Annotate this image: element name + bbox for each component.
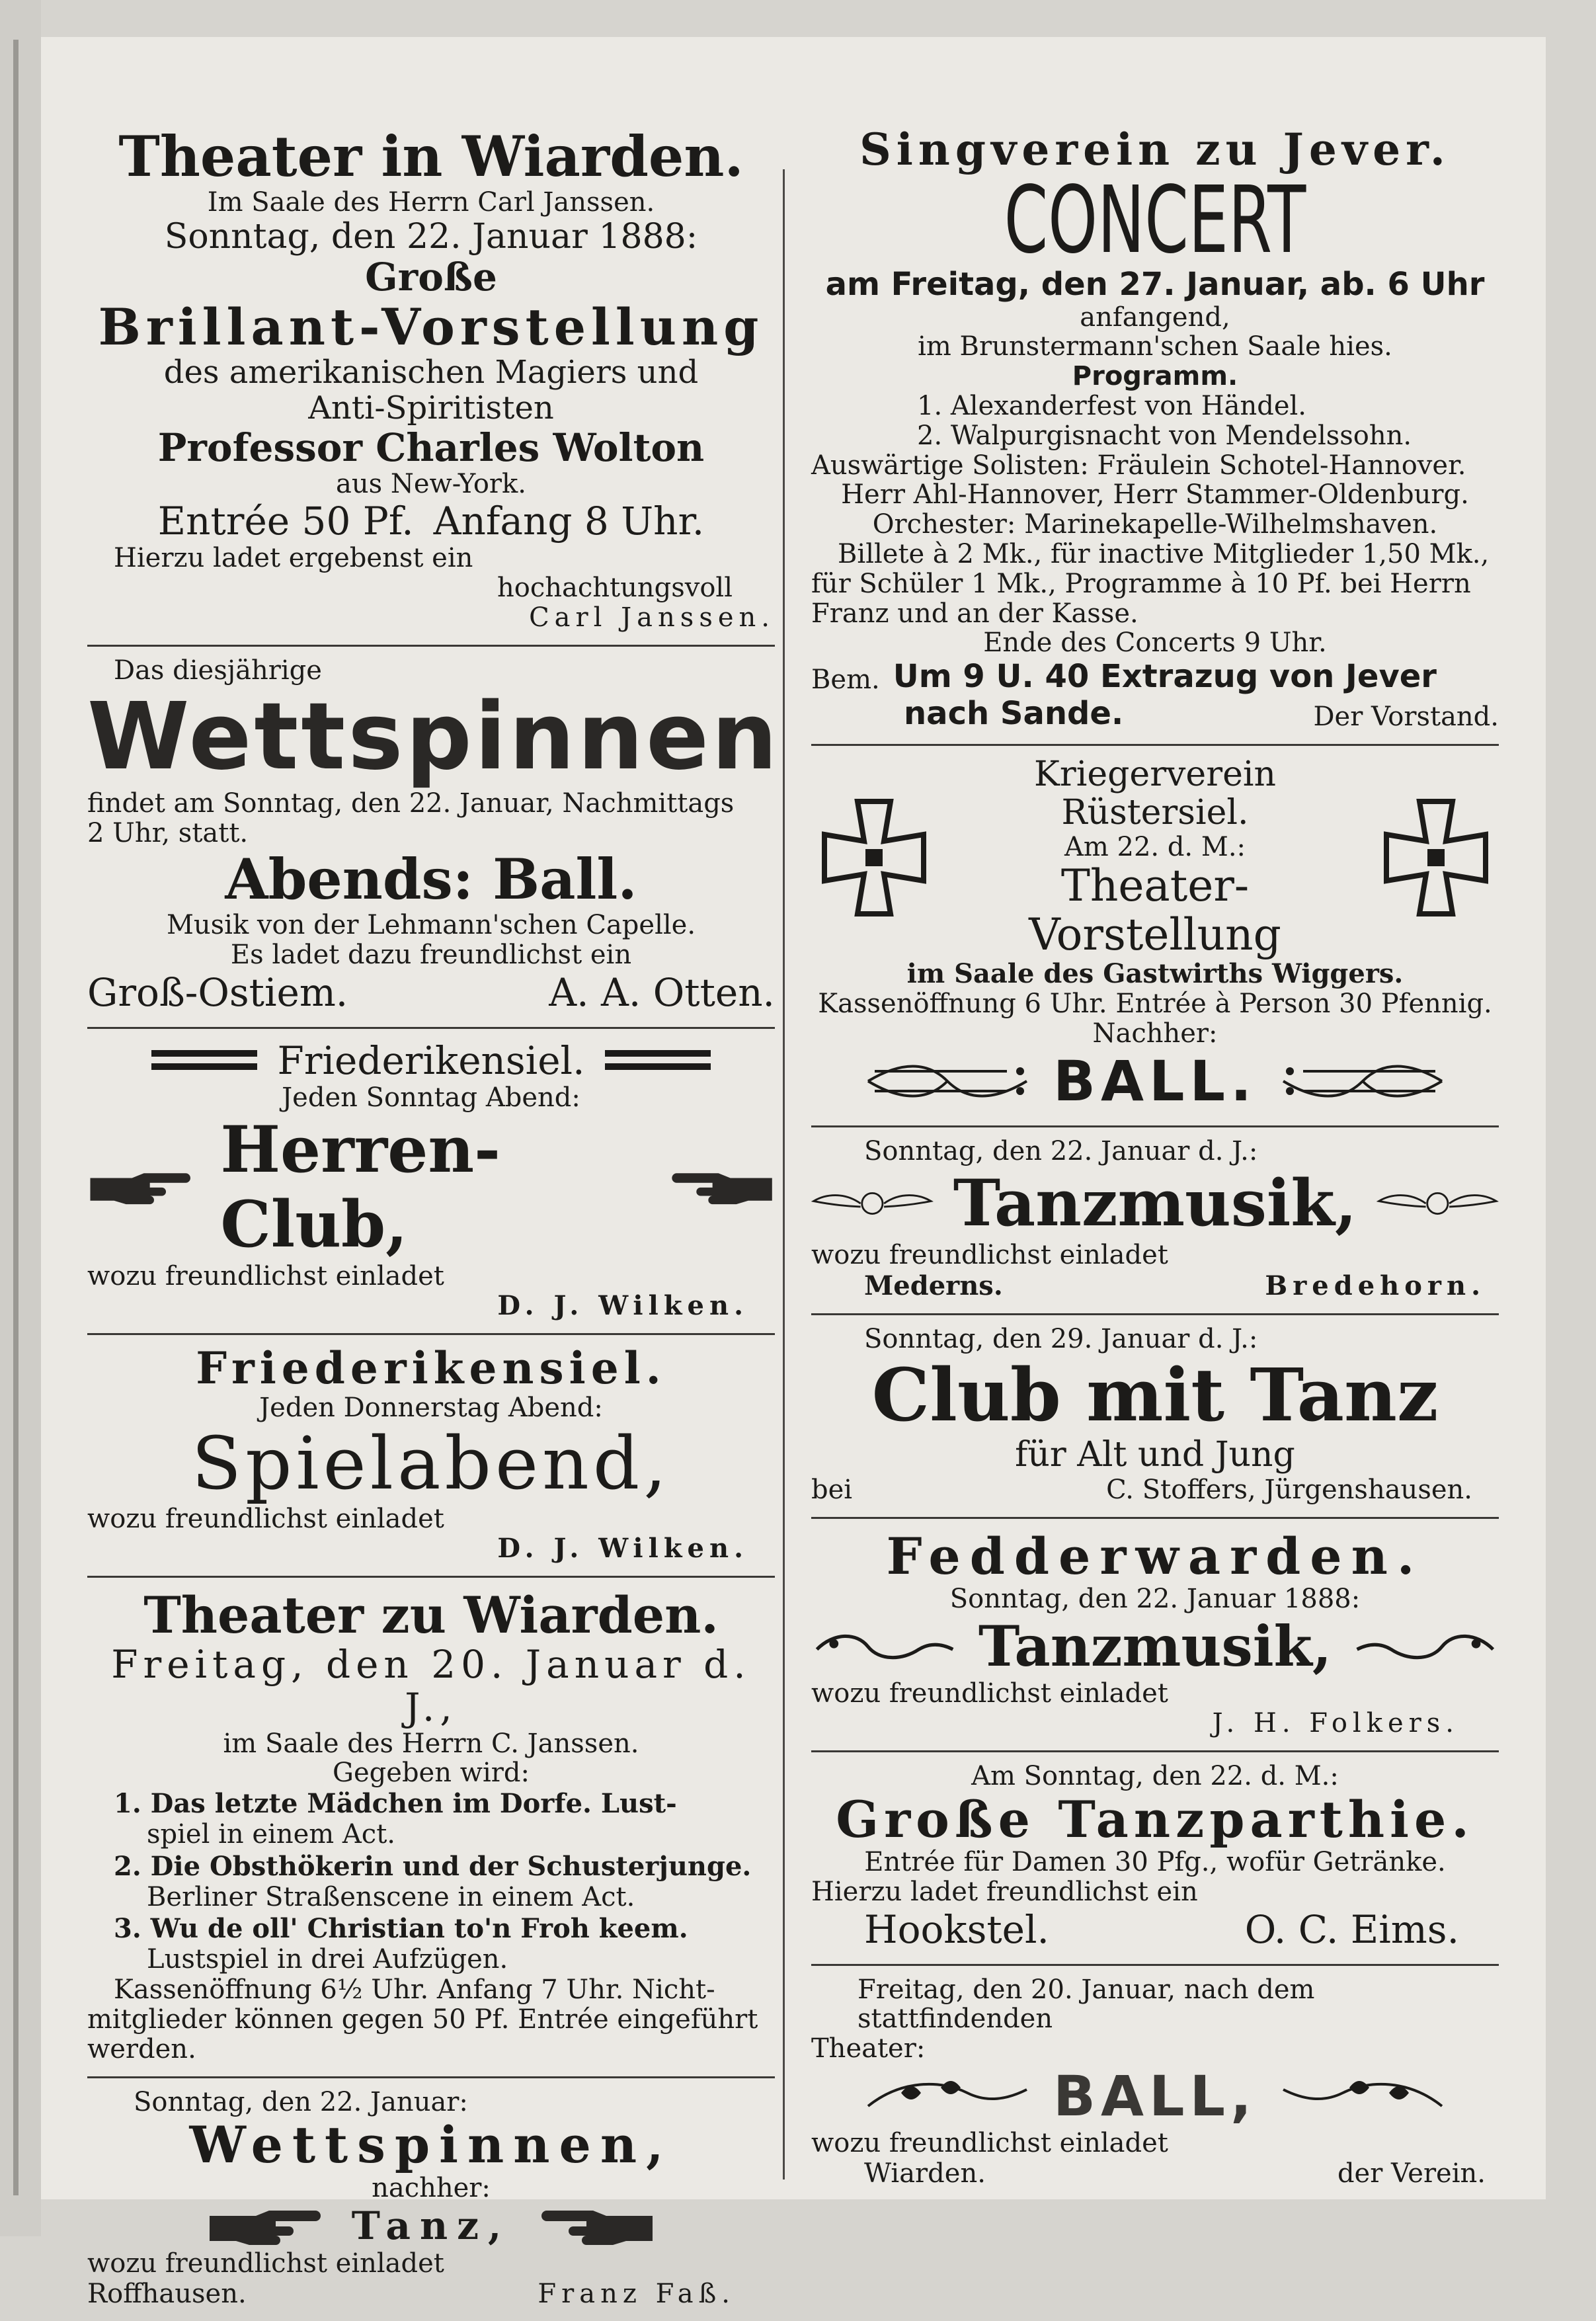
ad-regards: hochachtungsvoll — [497, 573, 733, 604]
ad-sign-row — [811, 1907, 1499, 1952]
ad-train-row — [811, 658, 1499, 695]
program-item: 2. Walpurgisnacht von Mendelssohn. — [917, 420, 1412, 451]
ad-text: Freitag, den 20. Januar, nach dem stattfindenden — [858, 1974, 1315, 2035]
scroll-flourish-icon — [1351, 1623, 1499, 1670]
flourish-ornament-icon — [1277, 1058, 1449, 1104]
ad-bei: bei — [811, 1474, 853, 1505]
program-list — [87, 1788, 775, 1975]
ad-ball-wiarden — [811, 1966, 1499, 2201]
ad-venue: im Saale des Herrn C. Janssen. — [223, 1728, 639, 1759]
ad-place: Groß-Ostiem. — [87, 969, 348, 1015]
ad-ball-row — [811, 1049, 1499, 1114]
ad-line: des amerikanischen Magiers und — [163, 354, 699, 391]
ad-text: 2 Uhr, statt. — [87, 818, 249, 849]
ad-train: nach Sande. — [904, 695, 1124, 733]
ad-line: aus New-York. — [336, 468, 526, 499]
ad-invite: wozu freundlichst einladet — [87, 1261, 444, 1292]
ad-footer: mitglieder können gegen 50 Pf. Entrée eingeführt — [87, 2004, 758, 2035]
ad-sign-row — [811, 1475, 1499, 1505]
ad-venue: Im Saale des Herrn Carl Janssen. — [207, 187, 655, 218]
ad-date: am Freitag, den 27. Januar, ab. 6 Uhr — [825, 265, 1485, 303]
pointing-hand-right-icon — [206, 2203, 332, 2249]
ad-text: Entrée für Damen 30 Pfg., wofür Getränke. — [864, 1846, 1446, 1877]
ad-spielabend — [87, 1335, 775, 1577]
ad-train: Um 9 U. 40 Extrazug von Jever — [893, 658, 1437, 696]
ad-text: findet am Sonntag, den 22. Januar, Nachmittags — [87, 788, 735, 819]
program-item-detail: Berliner Straßenscene in einem Act. — [147, 1881, 635, 1912]
ad-train-row-2 — [811, 695, 1499, 732]
ad-invite: wozu freundlichst einladet — [811, 2127, 1168, 2158]
flourish-ornament-icon — [861, 1058, 1033, 1104]
ad-title: Spielabend, — [191, 1420, 671, 1506]
double-bar-ornament-icon — [605, 1047, 711, 1074]
ad-invite: wozu freundlichst einladet — [87, 2248, 444, 2279]
ad-signer: D. J. Wilken. — [497, 1290, 748, 1322]
ad-signer: C. Stoffers, Jürgenshausen. — [1106, 1474, 1472, 1505]
ad-date: Freitag, den 20. Januar d. J., — [111, 1641, 751, 1730]
ad-venue: im Saale des Gastwirths Wiggers. — [906, 958, 1404, 990]
ad-sign-row — [87, 970, 775, 1015]
ad-ball-row — [811, 2064, 1499, 2129]
ad-place-row — [87, 1038, 775, 1083]
ad-invite: Es ladet dazu freundlichst ein — [230, 939, 632, 970]
pointing-hand-left-icon — [662, 1164, 775, 1210]
ad-tanzmusik-mederns — [811, 1127, 1499, 1316]
ad-date: Sonntag, den 22. Januar d. J.: — [864, 1135, 1258, 1166]
ad-title: Theater-Vorstellung — [1029, 860, 1281, 961]
ad-place: Fedderwarden. — [886, 1526, 1424, 1586]
ad-header-row — [811, 755, 1499, 959]
ad-text: Theater: — [811, 2033, 926, 2064]
ad-start: Anfang 8 Uhr. — [433, 499, 705, 544]
ad-place: Wiarden. — [864, 2158, 986, 2189]
ad-wettspinnen-roffhausen — [87, 2078, 775, 2321]
ad-given: Gegeben wird: — [333, 1758, 530, 1789]
program-item: 2. Die Obsthökerin und der Schusterjunge. — [114, 1850, 752, 1882]
ad-club-mit-tanz — [811, 1315, 1499, 1518]
ad-tickets: Franz und an der Kasse. — [811, 598, 1138, 629]
program-item: 1. Alexanderfest von Händel. — [917, 391, 1307, 422]
ad-soloists: Auswärtige Solisten: Fräulein Schotel-Hannover. — [811, 450, 1466, 481]
pointing-hand-left-icon — [530, 2203, 656, 2249]
ad-theater-wiarden-sunday — [87, 116, 775, 647]
ad-after: nachher: — [372, 2172, 491, 2203]
ad-place: Roffhausen. — [87, 2279, 247, 2310]
ad-after: Nachher: — [1092, 1018, 1218, 1049]
ad-title: Große Tanzparthie. — [836, 1789, 1474, 1849]
ad-sign-row — [811, 2158, 1499, 2189]
ad-when: Jeden Sonntag Abend: — [282, 1082, 580, 1113]
ad-date: Sonntag, den 22. Januar 1888: — [164, 216, 698, 257]
ad-music: Musik von der Lehmann'schen Capelle. — [166, 910, 696, 941]
ad-dance-row — [87, 2203, 775, 2249]
ad-end: Ende des Concerts 9 Uhr. — [983, 628, 1327, 659]
ad-subtitle: für Alt und Jung — [1015, 1435, 1295, 1475]
ad-orchestra: Orchester: Marinekapelle-Wilhelmshaven. — [872, 509, 1438, 540]
ad-place: Friederikensiel. — [277, 1038, 585, 1083]
iron-cross-icon — [811, 795, 937, 920]
scroll-flourish-icon — [811, 1623, 959, 1670]
ad-headline: Brillant-Vorstellung — [98, 298, 764, 357]
ad-signer: Der Vorstand. — [1313, 702, 1499, 733]
ad-title: Theater in Wiarden. — [118, 124, 744, 189]
ad-invite: Hierzu ladet ergebenst ein — [114, 543, 473, 574]
ad-place: Mederns. — [864, 1270, 1003, 1302]
ad-invite: wozu freundlichst einladet — [811, 1240, 1168, 1271]
program-item: 1. Das letzte Mädchen im Dorfe. Lust- — [114, 1788, 677, 1820]
program-item: 3. Wu de oll' Christian to'n Froh keem. — [114, 1912, 688, 1944]
ad-performer: Professor Charles Wolton — [157, 425, 705, 470]
ad-text: Hierzu ladet freundlichst ein — [811, 1876, 1198, 1907]
ad-signer: D. J. Wilken. — [497, 1532, 748, 1564]
ad-tickets: für Schüler 1 Mk., Programme à 10 Pf. bei Herrn — [811, 568, 1471, 599]
program-item-detail: Lustspiel in drei Aufzügen. — [147, 1944, 508, 1975]
ad-theater-wiarden-friday — [87, 1578, 775, 2078]
ad-place: Friederikensiel. — [196, 1342, 666, 1395]
ad-date: Am Sonntag, den 22. d. M.: — [971, 1761, 1339, 1791]
ad-org: Kriegerverein Rüstersiel. — [1034, 754, 1276, 833]
ad-start: anfangend, — [1080, 302, 1230, 333]
ad-title: Wettspinnen — [87, 682, 780, 791]
ad-signer: der Verein. — [1337, 2158, 1486, 2189]
ad-title: Club mit Tanz — [871, 1352, 1439, 1438]
ad-dance: Tanz, — [351, 2203, 511, 2249]
ad-title: Theater zu Wiarden. — [143, 1585, 719, 1645]
ad-signer: O. C. Eims. — [1244, 1906, 1459, 1952]
right-column — [811, 116, 1499, 2201]
ad-program-heading: Programm. — [1072, 361, 1238, 392]
ad-line: Große — [365, 255, 497, 300]
ad-title: Herren-Club, — [220, 1112, 500, 1262]
ad-sign-row — [87, 2279, 775, 2309]
double-bar-ornament-icon — [151, 1047, 257, 1074]
ad-title: Tanzmusik, — [953, 1166, 1357, 1241]
ad-concert-jever — [811, 116, 1499, 746]
ad-footer: Kassenöffnung 6½ Uhr. Anfang 7 Uhr. Nicht- — [114, 1975, 715, 2006]
ad-date: Am 22. d. M.: — [1064, 831, 1246, 862]
ad-ball: BALL. — [1053, 1048, 1257, 1114]
iron-cross-icon — [1373, 795, 1499, 920]
ad-title: Wettspinnen, — [189, 2115, 673, 2175]
ad-header-text — [937, 755, 1373, 959]
ad-date: Sonntag, den 22. Januar: — [134, 2086, 468, 2117]
ad-entry: Entrée 50 Pf. — [157, 499, 414, 544]
ad-intro: Das diesjährige — [114, 655, 322, 686]
ad-note-label: Bem. — [811, 665, 880, 696]
ad-fedderwarden — [811, 1519, 1499, 1753]
ad-title-row — [87, 1112, 775, 1262]
ad-signer: Bredehorn. — [1265, 1270, 1486, 1302]
ad-title-row — [811, 1166, 1499, 1241]
leaf-flourish-icon — [861, 2073, 1033, 2119]
ad-date: Sonntag, den 29. Januar d. J.: — [864, 1324, 1258, 1355]
ad-invite: wozu freundlichst einladet — [811, 1678, 1168, 1709]
ad-sign-row — [811, 1270, 1499, 1301]
ad-venue: im Brunstermann'schen Saale hies. — [918, 331, 1392, 362]
ad-herren-club — [87, 1029, 775, 1335]
winged-cherub-icon — [811, 1180, 934, 1227]
ad-grosse-tanzparthie — [811, 1752, 1499, 1966]
ad-org: Singverein zu Jever. — [859, 124, 1451, 175]
ad-signer: Franz Faß. — [538, 2279, 735, 2310]
ad-soloists: Herr Ahl-Hannover, Herr Stammer-Oldenburg. — [841, 479, 1469, 510]
ad-evening: Abends: Ball. — [225, 846, 637, 912]
ad-price-row — [87, 499, 775, 544]
ad-signer: A. A. Otten. — [549, 969, 775, 1015]
ad-when: Jeden Donnerstag Abend: — [259, 1392, 603, 1423]
ad-title: Tanzmusik, — [978, 1613, 1332, 1680]
newspaper-page — [41, 37, 1546, 2310]
ad-line: Anti-Spiritisten — [308, 389, 554, 427]
ad-title: CONCERT — [1004, 166, 1306, 274]
left-column — [87, 116, 780, 2321]
ad-signer: Carl Janssen. — [529, 602, 775, 633]
ad-kriegerverein — [811, 746, 1499, 1127]
leaf-flourish-icon — [1277, 2073, 1449, 2119]
page-binding-edge — [0, 0, 41, 2236]
winged-cherub-icon — [1377, 1180, 1499, 1227]
ad-info: Kassenöffnung 6 Uhr. Entrée à Person 30 Pfennig. — [818, 989, 1492, 1020]
column-divider — [783, 169, 785, 2179]
ad-wettspinnen — [87, 647, 780, 1029]
ad-title-row — [811, 1613, 1499, 1679]
ad-tickets: Billete à 2 Mk., für inactive Mitglieder 1,50 Mk., — [838, 539, 1490, 570]
program-item-detail: spiel in einem Act. — [147, 1819, 395, 1850]
ad-place: Hookstel. — [864, 1906, 1049, 1952]
ad-signer: J. H. Folkers. — [1212, 1708, 1459, 1739]
pointing-hand-right-icon — [87, 1164, 200, 1210]
ad-footer: werden. — [87, 2033, 196, 2064]
ad-date: Sonntag, den 22. Januar 1888: — [949, 1583, 1361, 1614]
ad-ball: BALL, — [1053, 2063, 1257, 2129]
ad-invite: wozu freundlichst einladet — [87, 1503, 444, 1534]
